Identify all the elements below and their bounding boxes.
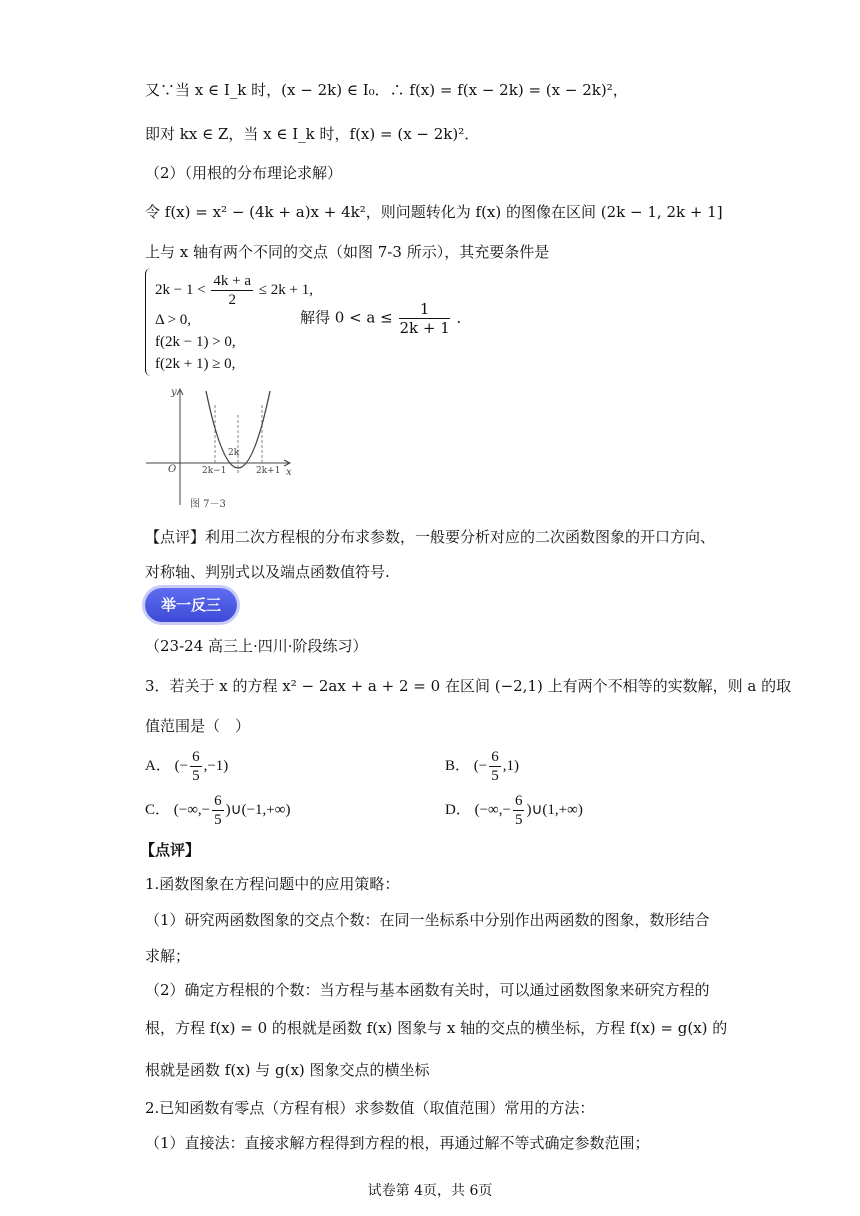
fraction — [489, 748, 501, 785]
row1-right: ≤ 2k + 1, — [258, 281, 313, 298]
solve-prefix: 解得 0 < a ≤ — [300, 308, 393, 327]
option-pre: (−∞,− — [474, 801, 511, 818]
numerator: 4k + a — [213, 273, 252, 289]
origin-label: O — [168, 464, 177, 475]
denominator: 5 — [514, 812, 523, 828]
option-pre: (− — [473, 757, 488, 774]
comment-line: （2）确定方程根的个数：当方程与基本函数有关时，可以通过函数图象来研究方程的 — [145, 981, 710, 999]
text-line: （2）（用根的分布理论求解） — [145, 164, 343, 182]
denominator: 2k + 1 — [399, 319, 450, 337]
option-c[interactable] — [145, 792, 290, 829]
system-row-1 — [155, 272, 313, 309]
x-axis-label: x — [286, 467, 292, 478]
figure-caption: 图 7－3 — [190, 499, 226, 510]
left-brace — [145, 268, 154, 376]
text-line: 又∵当 x ∈ I_k 时，(x − 2k) ∈ I₀．∴ f(x) = f(x − 2k) = (x − 2k)²， — [145, 81, 628, 99]
denominator: 5 — [214, 812, 222, 828]
text-line: 即对 kx ∈ Z，当 x ∈ I_k 时，f(x) = (x − 2k)²． — [145, 125, 480, 143]
denominator: 2 — [228, 292, 236, 308]
option-label: D． — [445, 801, 471, 818]
label-2k: 2k — [228, 448, 240, 458]
comment-line: 2.已知函数有零点（方程有根）求参数值（取值范围）常用的方法： — [145, 1099, 595, 1117]
comment-line: 对称轴、判别式以及端点函数值符号. — [145, 563, 390, 581]
option-post: ,−1) — [203, 757, 229, 774]
option-post: ,1) — [502, 757, 519, 774]
option-label: A． — [145, 757, 171, 774]
label-2k-plus-1: 2k+1 — [256, 466, 281, 476]
condition-system — [145, 268, 313, 380]
option-label: C． — [145, 801, 171, 818]
numerator: 6 — [214, 793, 222, 809]
system-row-3: f(2k − 1) > 0, — [155, 334, 236, 350]
denominator: 5 — [491, 768, 499, 784]
fraction — [513, 792, 525, 829]
fraction — [190, 748, 202, 785]
figure-7-3 — [140, 385, 310, 515]
option-post: )∪(−1,+∞) — [225, 801, 291, 818]
option-pre: (− — [174, 757, 189, 774]
question-line: 值范围是（ ） — [145, 717, 251, 735]
numerator: 1 — [399, 300, 449, 319]
denominator: 5 — [192, 768, 200, 784]
text-line: 令 f(x) = x² − (4k + a)x + 4k²，则问题转化为 f(x) 的图像在区间 (2k − 1, 2k + 1] — [145, 203, 723, 221]
comment-line: （1）研究两函数图象的交点个数：在同一坐标系中分别作出两函数的图象，数形结合 — [145, 911, 710, 929]
comment-title: 【点评】 — [140, 841, 201, 859]
y-axis-label: y — [171, 387, 177, 398]
option-b[interactable] — [445, 748, 519, 785]
row1-left: 2k − 1 < — [155, 281, 206, 298]
numerator: 6 — [514, 793, 523, 809]
fraction — [399, 300, 449, 337]
option-d[interactable] — [445, 792, 583, 829]
option-post: )∪(1,+∞) — [526, 801, 583, 818]
source-note: （23-24 高三上·四川·阶段练习） — [145, 637, 368, 655]
comment-line: （1）直接法：直接求解方程得到方程的根，再通过解不等式确定参数范围； — [145, 1134, 650, 1152]
solve-suffix: ． — [456, 308, 472, 327]
question-line: 3．若关于 x 的方程 x² − 2ax + a + 2 = 0 在区间 (−2,1) 上有两个不相等的实数解，则 a 的取 — [145, 677, 792, 695]
practice-badge: 举一反三 — [145, 588, 237, 622]
page-footer: 试卷第 4页，共 6页 — [367, 1183, 493, 1199]
system-row-4: f(2k + 1) ≥ 0, — [155, 356, 236, 372]
label-2k-minus-1: 2k−1 — [202, 466, 227, 476]
comment-line: 根就是函数 f(x) 与 g(x) 图象交点的横坐标 — [145, 1061, 430, 1079]
comment-line: 1.函数图象在方程问题中的应用策略： — [145, 875, 400, 893]
comment-line: 根，方程 f(x) = 0 的根就是函数 f(x) 图象与 x 轴的交点的横坐标，方程 f(x) = g(x) 的 — [145, 1019, 728, 1037]
option-a[interactable] — [145, 748, 228, 785]
fraction — [211, 272, 253, 309]
numerator: 6 — [491, 749, 499, 765]
text-line: 上与 x 轴有两个不同的交点（如图 7-3 所示），其充要条件是 — [145, 243, 550, 261]
comment-line: 【点评】利用二次方程根的分布求参数，一般要分析对应的二次函数图象的开口方向、 — [145, 528, 716, 546]
option-pre: (−∞,− — [173, 801, 211, 818]
numerator: 6 — [192, 749, 200, 765]
system-row-2: Δ > 0, — [155, 312, 192, 328]
option-label: B． — [445, 757, 471, 774]
comment-line: 求解； — [145, 947, 191, 965]
solve-result — [300, 300, 472, 337]
fraction — [212, 792, 224, 829]
